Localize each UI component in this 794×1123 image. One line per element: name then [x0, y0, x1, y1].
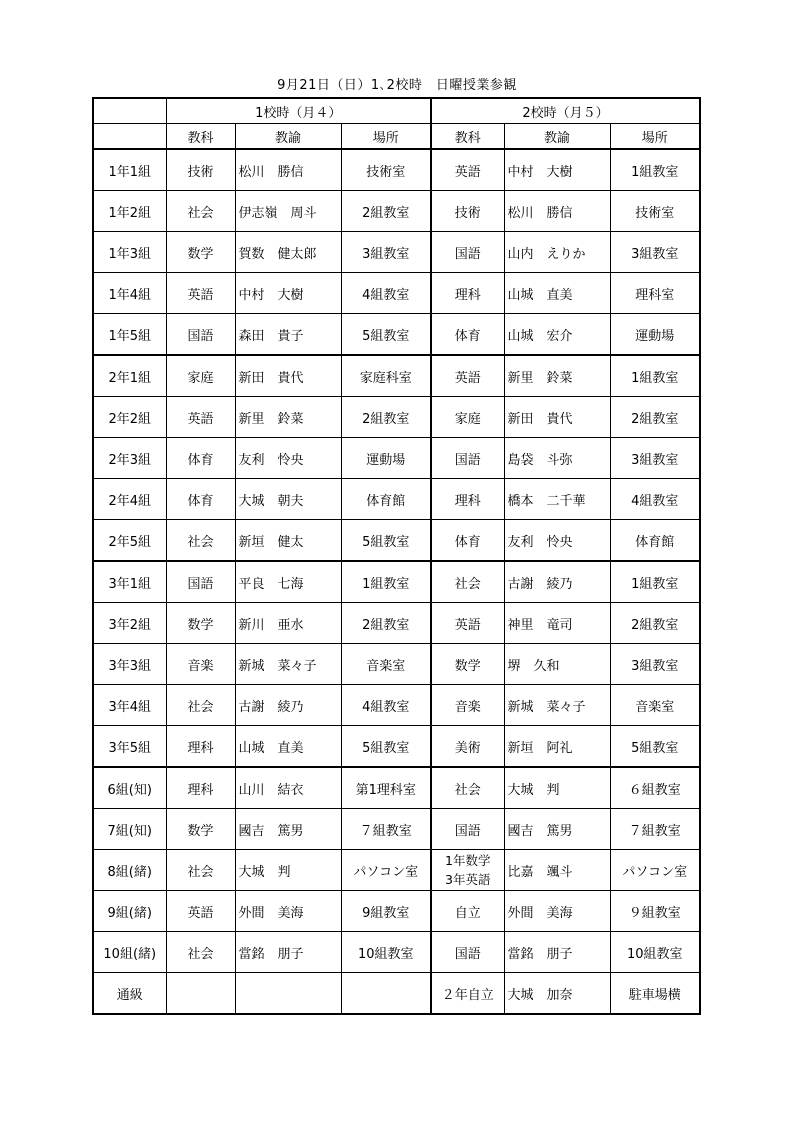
- subject-cell: 技術: [166, 149, 235, 191]
- table-row: [93, 438, 700, 479]
- place-cell: 2組教室: [610, 397, 700, 438]
- subject-cell: 技術: [431, 191, 504, 232]
- place-cell: 2組教室: [341, 397, 431, 438]
- class-name-cell: 2年5組: [93, 520, 166, 562]
- teacher-header: 教諭: [235, 124, 341, 150]
- teacher-cell: 外間 美海: [235, 891, 341, 932]
- teacher-cell: 島袋 斗弥: [504, 438, 610, 479]
- period-header-row: [93, 98, 700, 124]
- teacher-cell: 山内 えりか: [504, 232, 610, 273]
- subject-cell: 理科: [166, 726, 235, 768]
- teacher-cell: 外間 美海: [504, 891, 610, 932]
- class-name-cell: 1年5組: [93, 314, 166, 356]
- place-cell: 運動場: [610, 314, 700, 356]
- teacher-cell: 大城 判: [235, 850, 341, 891]
- subject-cell: 音楽: [431, 685, 504, 726]
- subject-line: 1年数学: [445, 853, 491, 868]
- table-row: [93, 273, 700, 314]
- table-row: [93, 149, 700, 191]
- subject-header: 教科: [166, 124, 235, 150]
- class-name-cell: 9組(緒): [93, 891, 166, 932]
- teacher-cell: 新垣 阿礼: [504, 726, 610, 768]
- class-name-cell: 通級: [93, 973, 166, 1015]
- place-cell: 1組教室: [341, 561, 431, 603]
- teacher-cell: 友利 怜央: [504, 520, 610, 562]
- place-cell: 技術室: [610, 191, 700, 232]
- place-cell: 10組教室: [610, 932, 700, 973]
- class-name-cell: 3年5組: [93, 726, 166, 768]
- table-row: [93, 644, 700, 685]
- corner-cell: [93, 124, 166, 150]
- class-name-cell: 3年3組: [93, 644, 166, 685]
- teacher-cell: 山城 直美: [504, 273, 610, 314]
- teacher-cell: 山川 結衣: [235, 767, 341, 809]
- place-cell: 1組教室: [610, 561, 700, 603]
- teacher-cell: 平良 七海: [235, 561, 341, 603]
- table-row: [93, 850, 700, 891]
- place-cell: 9組教室: [341, 891, 431, 932]
- place-cell: 運動場: [341, 438, 431, 479]
- teacher-header: 教諭: [504, 124, 610, 150]
- place-cell: 4組教室: [610, 479, 700, 520]
- teacher-cell: 古謝 綾乃: [235, 685, 341, 726]
- class-name-cell: 3年2組: [93, 603, 166, 644]
- place-cell: 3組教室: [341, 232, 431, 273]
- teacher-cell: 中村 大樹: [235, 273, 341, 314]
- subject-cell: 国語: [431, 438, 504, 479]
- place-cell: ７組教室: [341, 809, 431, 850]
- subject-header: 教科: [431, 124, 504, 150]
- teacher-cell: 山城 直美: [235, 726, 341, 768]
- subject-cell: 数学: [166, 809, 235, 850]
- class-name-cell: 10組(緒): [93, 932, 166, 973]
- place-cell: 家庭科室: [341, 355, 431, 397]
- subject-cell: 家庭: [431, 397, 504, 438]
- subject-cell: 英語: [166, 397, 235, 438]
- class-name-cell: 8組(緒): [93, 850, 166, 891]
- class-name-cell: 7組(知): [93, 809, 166, 850]
- place-cell: 4組教室: [341, 685, 431, 726]
- subject-cell: 社会: [166, 850, 235, 891]
- teacher-cell: 中村 大樹: [504, 149, 610, 191]
- subject-cell: 数学: [166, 603, 235, 644]
- place-cell: 5組教室: [341, 314, 431, 356]
- place-cell: 体育館: [610, 520, 700, 562]
- place-cell: 理科室: [610, 273, 700, 314]
- teacher-cell: 大城 朝夫: [235, 479, 341, 520]
- table-row: [93, 767, 700, 809]
- place-cell: 2組教室: [341, 191, 431, 232]
- table-row: [93, 520, 700, 562]
- place-cell: 体育館: [341, 479, 431, 520]
- subject-cell: 社会: [166, 685, 235, 726]
- teacher-cell: 賀数 健太郎: [235, 232, 341, 273]
- class-name-cell: 1年1組: [93, 149, 166, 191]
- table-row: [93, 355, 700, 397]
- teacher-cell: 新城 菜々子: [235, 644, 341, 685]
- subject-cell: 英語: [431, 355, 504, 397]
- subject-cell: [431, 850, 504, 891]
- teacher-cell: 新垣 健太: [235, 520, 341, 562]
- subject-cell: 社会: [166, 191, 235, 232]
- subject-cell: 社会: [431, 561, 504, 603]
- class-name-cell: 6組(知): [93, 767, 166, 809]
- place-header: 場所: [610, 124, 700, 150]
- teacher-cell: 新田 貴代: [504, 397, 610, 438]
- subject-cell: 音楽: [166, 644, 235, 685]
- subject-cell: 社会: [166, 520, 235, 562]
- subject-cell: 英語: [431, 149, 504, 191]
- teacher-cell: 伊志嶺 周斗: [235, 191, 341, 232]
- table-row: [93, 809, 700, 850]
- teacher-cell: 古謝 綾乃: [504, 561, 610, 603]
- place-cell: 5組教室: [341, 726, 431, 768]
- table-row: [93, 603, 700, 644]
- teacher-cell: 新里 鈴菜: [504, 355, 610, 397]
- place-cell: 5組教室: [610, 726, 700, 768]
- subject-line: 3年英語: [445, 872, 491, 887]
- place-cell: 1組教室: [610, 149, 700, 191]
- place-cell: 1組教室: [610, 355, 700, 397]
- subject-cell: 理科: [166, 767, 235, 809]
- table-row: [93, 561, 700, 603]
- table-row: [93, 314, 700, 356]
- place-cell: 第1理科室: [341, 767, 431, 809]
- schedule-table: [92, 97, 701, 1015]
- place-cell: 音楽室: [610, 685, 700, 726]
- subject-cell: 自立: [431, 891, 504, 932]
- place-cell: 駐車場横: [610, 973, 700, 1015]
- place-cell: 3組教室: [610, 438, 700, 479]
- subject-cell: [166, 973, 235, 1015]
- subject-cell: 英語: [166, 891, 235, 932]
- subject-cell: ２年自立: [431, 973, 504, 1015]
- class-name-cell: 2年3組: [93, 438, 166, 479]
- subject-cell: 体育: [431, 520, 504, 562]
- teacher-cell: 大城 加奈: [504, 973, 610, 1015]
- subject-cell: 家庭: [166, 355, 235, 397]
- place-cell: 2組教室: [610, 603, 700, 644]
- teacher-cell: 新里 鈴菜: [235, 397, 341, 438]
- teacher-cell: 當銘 朋子: [235, 932, 341, 973]
- class-name-cell: 2年2組: [93, 397, 166, 438]
- table-row: [93, 932, 700, 973]
- subject-cell: 体育: [431, 314, 504, 356]
- place-cell: パソコン室: [610, 850, 700, 891]
- teacher-cell: 國吉 篤男: [504, 809, 610, 850]
- subject-cell: 数学: [166, 232, 235, 273]
- subject-cell: 国語: [431, 232, 504, 273]
- subject-cell: 国語: [431, 809, 504, 850]
- table-row: [93, 397, 700, 438]
- class-name-cell: 2年4組: [93, 479, 166, 520]
- class-name-cell: 3年1組: [93, 561, 166, 603]
- subject-cell: 美術: [431, 726, 504, 768]
- class-name-cell: 1年4組: [93, 273, 166, 314]
- subject-cell: 英語: [166, 273, 235, 314]
- subject-cell: 国語: [166, 314, 235, 356]
- subject-cell: 国語: [431, 932, 504, 973]
- table-row: [93, 726, 700, 768]
- teacher-cell: [235, 973, 341, 1015]
- subject-cell: 英語: [431, 603, 504, 644]
- subject-cell: 社会: [431, 767, 504, 809]
- subject-cell: 国語: [166, 561, 235, 603]
- teacher-cell: 森田 貴子: [235, 314, 341, 356]
- subject-cell: 体育: [166, 438, 235, 479]
- place-cell: 10組教室: [341, 932, 431, 973]
- place-cell: ９組教室: [610, 891, 700, 932]
- teacher-cell: 大城 判: [504, 767, 610, 809]
- teacher-cell: 新城 菜々子: [504, 685, 610, 726]
- teacher-cell: 山城 宏介: [504, 314, 610, 356]
- teacher-cell: 國吉 篤男: [235, 809, 341, 850]
- subject-cell: 社会: [166, 932, 235, 973]
- place-cell: 3組教室: [610, 232, 700, 273]
- place-cell: 音楽室: [341, 644, 431, 685]
- teacher-cell: 新田 貴代: [235, 355, 341, 397]
- teacher-cell: 友利 怜央: [235, 438, 341, 479]
- period-2-header: 2校時（月５）: [431, 98, 700, 124]
- class-name-cell: 3年4組: [93, 685, 166, 726]
- place-cell: 技術室: [341, 149, 431, 191]
- teacher-cell: 松川 勝信: [235, 149, 341, 191]
- teacher-cell: 堺 久和: [504, 644, 610, 685]
- place-cell: [341, 973, 431, 1015]
- table-row: [93, 973, 700, 1015]
- table-row: [93, 685, 700, 726]
- corner-cell: [93, 98, 166, 124]
- place-header: 場所: [341, 124, 431, 150]
- class-name-cell: 1年2組: [93, 191, 166, 232]
- class-name-cell: 1年3組: [93, 232, 166, 273]
- subject-cell: 理科: [431, 479, 504, 520]
- place-cell: 5組教室: [341, 520, 431, 562]
- period-1-header: 1校時（月４）: [166, 98, 431, 124]
- subject-cell: 数学: [431, 644, 504, 685]
- subject-cell: 理科: [431, 273, 504, 314]
- table-row: [93, 479, 700, 520]
- class-name-cell: 2年1組: [93, 355, 166, 397]
- place-cell: 4組教室: [341, 273, 431, 314]
- teacher-cell: 神里 竜司: [504, 603, 610, 644]
- table-row: [93, 232, 700, 273]
- subject-cell: 体育: [166, 479, 235, 520]
- teacher-cell: 新川 亜水: [235, 603, 341, 644]
- teacher-cell: 松川 勝信: [504, 191, 610, 232]
- table-row: [93, 891, 700, 932]
- teacher-cell: 比嘉 颯斗: [504, 850, 610, 891]
- column-header-row: [93, 124, 700, 150]
- teacher-cell: 橋本 二千華: [504, 479, 610, 520]
- place-cell: 2組教室: [341, 603, 431, 644]
- place-cell: パソコン室: [341, 850, 431, 891]
- teacher-cell: 當銘 朋子: [504, 932, 610, 973]
- table-row: [93, 191, 700, 232]
- place-cell: 3組教室: [610, 644, 700, 685]
- page-title: 9月21日（日）1､2校時 日曜授業参観: [277, 78, 517, 93]
- place-cell: ７組教室: [610, 809, 700, 850]
- place-cell: ６組教室: [610, 767, 700, 809]
